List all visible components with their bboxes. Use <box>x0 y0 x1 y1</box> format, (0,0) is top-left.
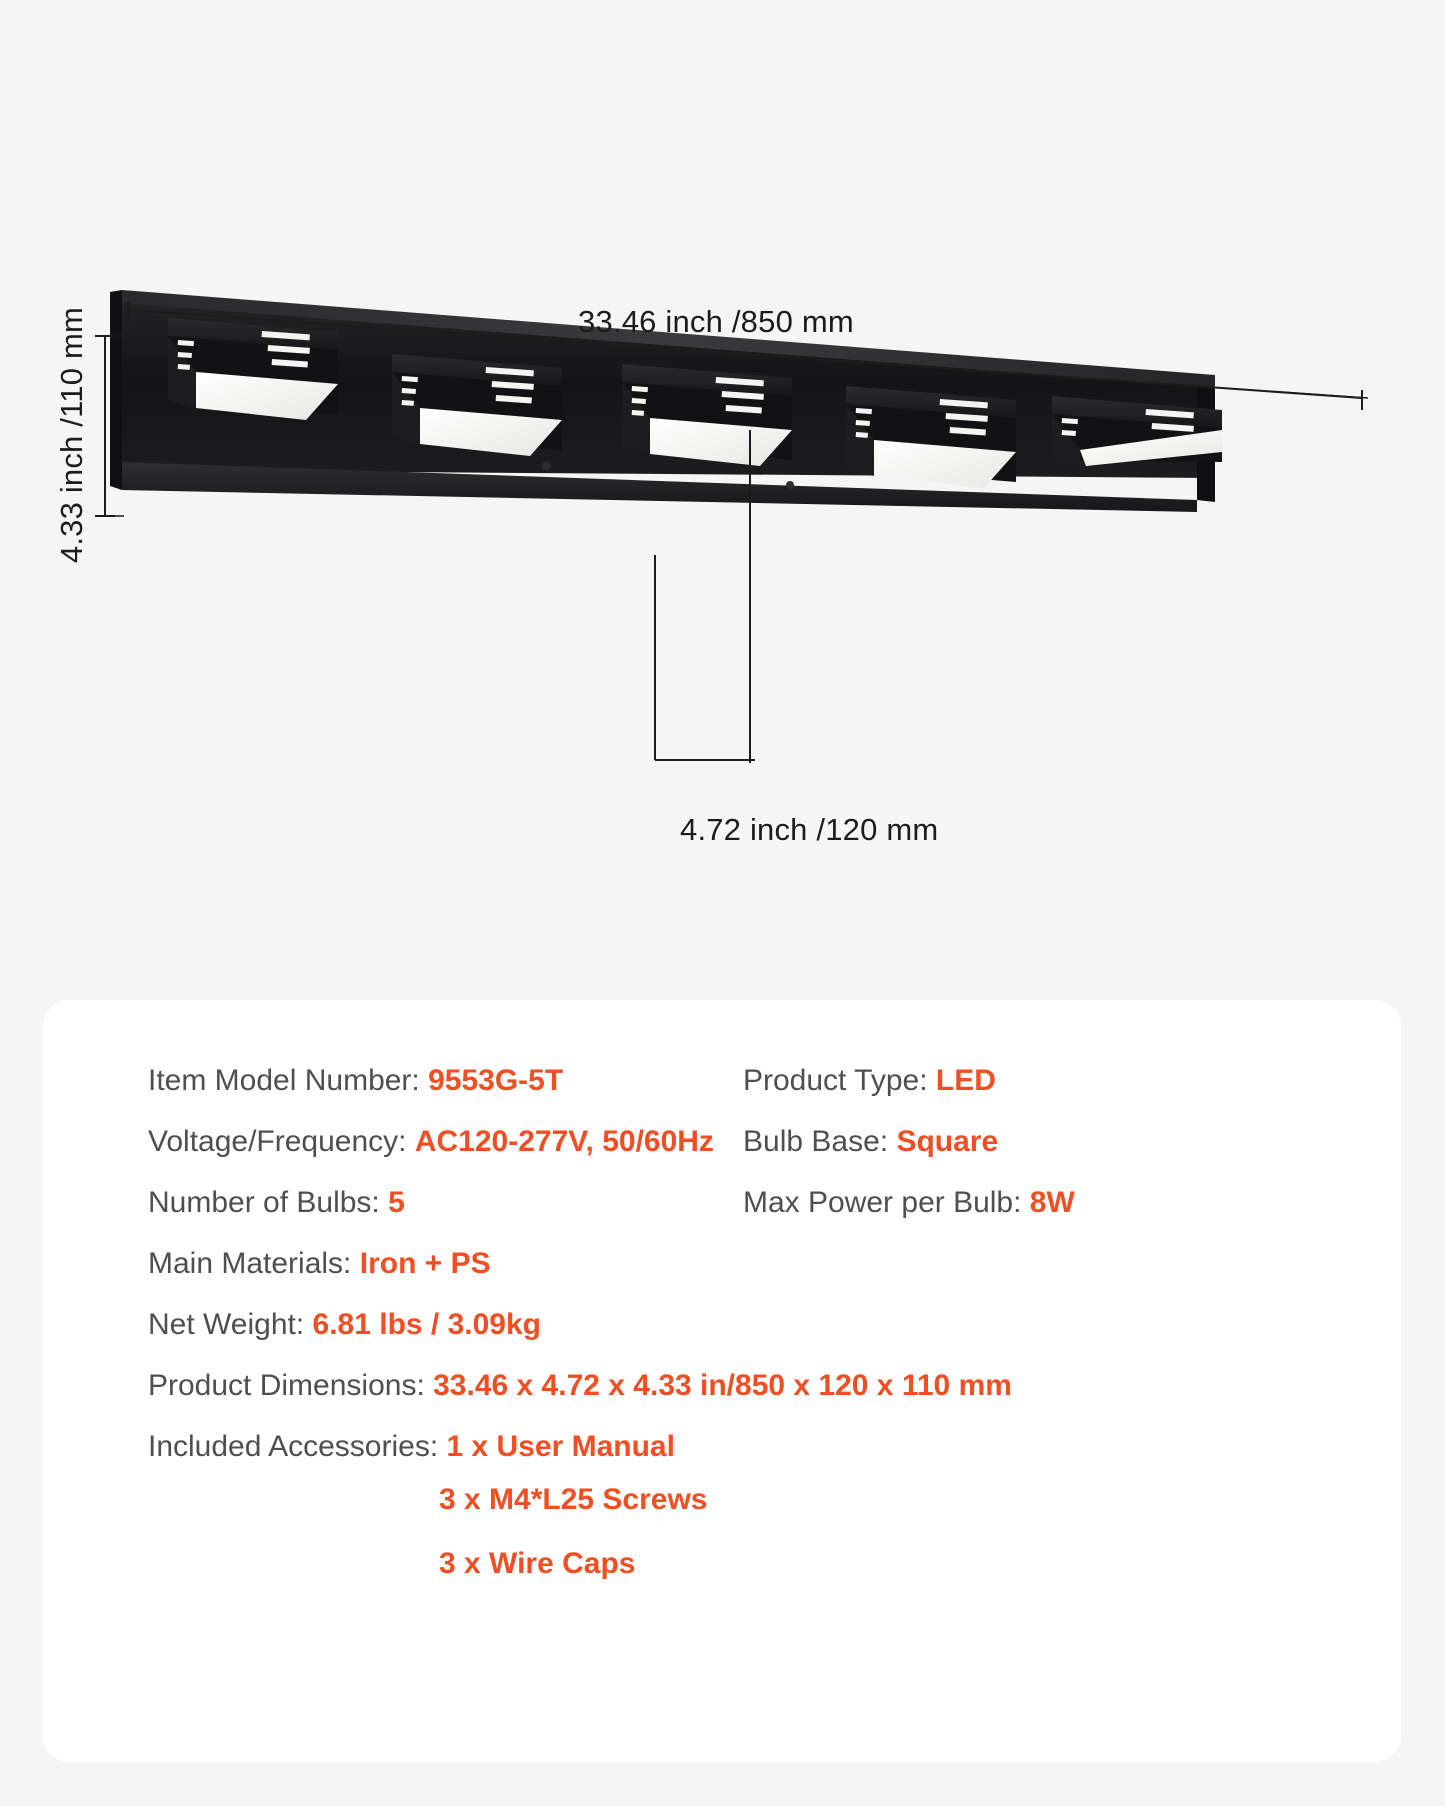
spec-number-of-bulbs <box>148 1182 743 1224</box>
spec-value: AC120-277V, 50/60Hz <box>414 1125 714 1158</box>
spec-label: Product Type: <box>743 1064 936 1097</box>
spec-col-left <box>148 1426 1338 1596</box>
spec-col-left <box>148 1182 743 1224</box>
height-dimension-label: 4.33 inch /110 mm <box>54 307 89 564</box>
spec-value: 33.46 x 4.72 x 4.33 in/850 x 120 x 110 mm <box>433 1369 1012 1402</box>
spec-value: Square <box>896 1125 999 1158</box>
spec-row <box>148 1182 1338 1224</box>
spec-col-left <box>148 1121 743 1163</box>
spec-row <box>148 1121 1338 1163</box>
spec-label: Max Power per Bulb: <box>743 1186 1030 1219</box>
spec-label: Item Model Number: <box>148 1064 429 1097</box>
spec-col-left <box>148 1243 743 1285</box>
spec-accessory-screws: 3 x M4*L25 Screws <box>439 1483 708 1516</box>
spec-voltage-frequency <box>148 1121 743 1163</box>
spec-col-left <box>148 1304 743 1346</box>
spec-row <box>148 1426 1338 1596</box>
spec-col-right <box>743 1182 1338 1224</box>
length-dimension-label: 33.46 inch /850 mm <box>578 304 854 339</box>
spec-value: 9553G-5T <box>428 1064 564 1097</box>
spec-label: Main Materials: <box>148 1247 360 1280</box>
spec-value: LED <box>935 1064 996 1097</box>
spec-label: Bulb Base: <box>743 1125 897 1158</box>
spec-value: 8W <box>1029 1186 1075 1219</box>
spec-row <box>148 1060 1338 1102</box>
spec-label: Included Accessories: <box>148 1430 447 1463</box>
spec-product-type <box>743 1060 1338 1102</box>
spec-included-accessories <box>148 1426 1338 1468</box>
spec-row <box>148 1304 1338 1346</box>
spec-row <box>148 1365 1338 1407</box>
spec-col-left <box>148 1060 743 1102</box>
spec-col-right <box>743 1060 1338 1102</box>
spec-label: Net Weight: <box>148 1308 313 1341</box>
spec-label: Product Dimensions: <box>148 1369 434 1402</box>
specification-card <box>43 1000 1401 1762</box>
spec-row <box>148 1243 1338 1285</box>
spec-col-right <box>743 1121 1338 1163</box>
spec-bulb-base <box>743 1121 1338 1163</box>
spec-col-left <box>148 1365 1338 1407</box>
spec-label: Number of Bulbs: <box>148 1186 389 1219</box>
spec-max-power-per-bulb <box>743 1182 1338 1224</box>
spec-product-dimensions <box>148 1365 1338 1407</box>
spec-net-weight <box>148 1304 743 1346</box>
spec-label: Voltage/Frequency: <box>148 1125 415 1158</box>
spec-accessory-wire-caps: 3 x Wire Caps <box>439 1547 636 1580</box>
spec-value: Iron + PS <box>359 1247 491 1280</box>
spec-value: 5 <box>388 1186 405 1219</box>
spec-item-model-number <box>148 1060 743 1102</box>
spec-value: 6.81 lbs / 3.09kg <box>312 1308 542 1341</box>
spec-main-materials <box>148 1243 743 1285</box>
depth-dimension-label: 4.72 inch /120 mm <box>680 812 939 847</box>
specification-grid <box>148 1060 1338 1596</box>
spec-value: 1 x User Manual <box>446 1430 675 1463</box>
